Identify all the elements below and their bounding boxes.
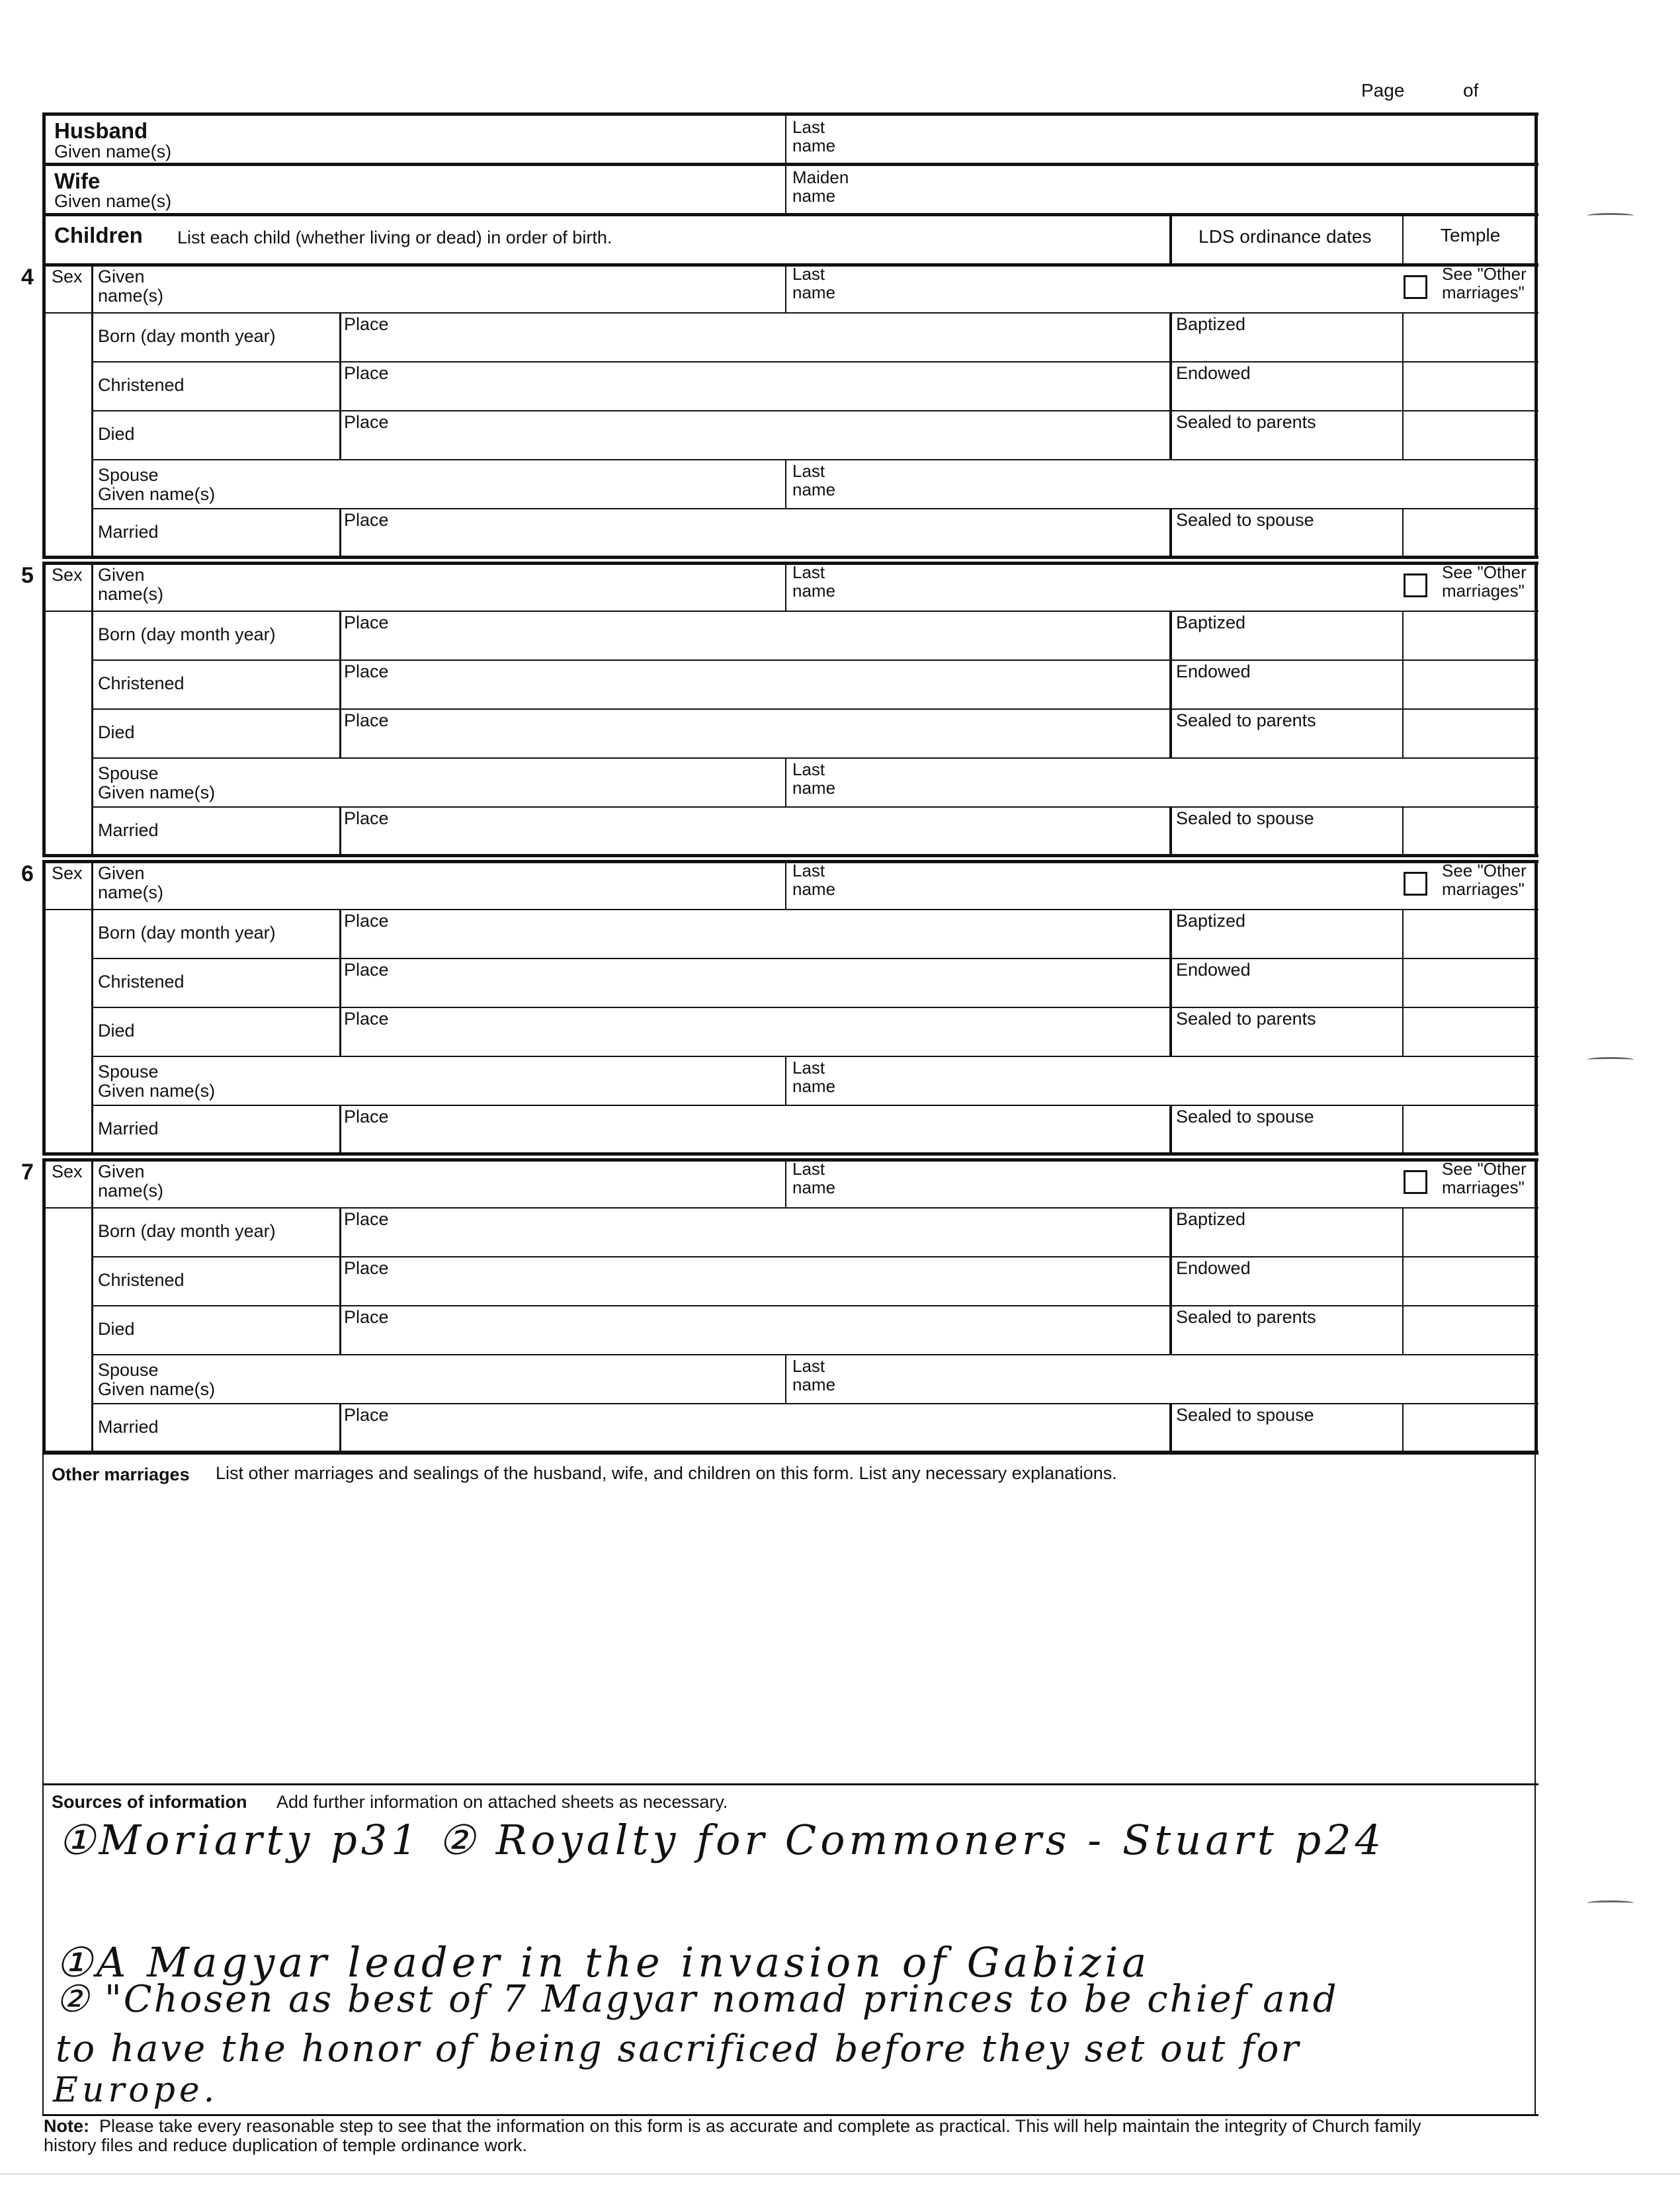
- spouse-last-name-label: Last name: [792, 759, 836, 798]
- rule: [1169, 213, 1172, 263]
- rule: [42, 556, 1538, 559]
- place-field[interactable]: [344, 385, 1164, 409]
- rule: [1169, 910, 1172, 959]
- rule: [1402, 1404, 1404, 1453]
- temple-field[interactable]: [1406, 615, 1532, 657]
- other-marriages-checkbox[interactable]: [1404, 1170, 1427, 1194]
- child-number: 4: [21, 265, 34, 290]
- sources-instruction: Add further information on attached sheets as necessary.: [276, 1792, 728, 1812]
- husband-label: Husband: [54, 118, 148, 143]
- note-text-continued: history files and reduce duplication of temple ordinance work.: [44, 2135, 527, 2155]
- husband-given-label: Given name(s): [54, 142, 172, 161]
- place-label: Place: [344, 1405, 389, 1425]
- married-label: Married: [98, 1119, 159, 1138]
- rule: [42, 213, 1538, 216]
- rule: [91, 1007, 1538, 1008]
- rule: [42, 312, 1538, 314]
- temple-field[interactable]: [1406, 913, 1532, 955]
- rule: [785, 1355, 786, 1404]
- place-field[interactable]: [344, 1031, 1164, 1054]
- rule: [42, 562, 46, 856]
- place-label: Place: [344, 911, 389, 931]
- binder-hole-mark: [1587, 1057, 1634, 1062]
- rule: [1402, 910, 1404, 959]
- rule: [339, 362, 341, 411]
- rule: [91, 508, 1538, 509]
- rule: [42, 1152, 1538, 1156]
- rule: [42, 263, 46, 558]
- died-label: Died: [98, 424, 135, 444]
- last-name-label: Last name: [792, 1159, 836, 1197]
- christened-label: Christened: [98, 972, 185, 992]
- place-field[interactable]: [344, 532, 1164, 556]
- temple-field[interactable]: [1406, 365, 1532, 407]
- rule: [42, 909, 1538, 910]
- last-name-label: Last name: [792, 562, 836, 601]
- married-label: Married: [98, 1417, 159, 1437]
- rule: [1169, 959, 1172, 1008]
- given-name-label: Given name(s): [98, 1162, 164, 1201]
- rule: [91, 1056, 1538, 1057]
- rule: [1402, 411, 1404, 460]
- rule: [91, 459, 1538, 460]
- rule: [42, 1783, 1538, 1785]
- rule: [339, 411, 341, 460]
- temple-field[interactable]: [1406, 512, 1532, 554]
- rule: [785, 759, 786, 808]
- rule: [1169, 612, 1172, 661]
- place-field[interactable]: [344, 982, 1164, 1005]
- endowed-label: Endowed: [1176, 960, 1251, 980]
- rule: [339, 1404, 341, 1453]
- spouse-last-name-label: Last name: [792, 1356, 836, 1394]
- sealed-parents-label: Sealed to parents: [1176, 1009, 1316, 1029]
- rule: [1402, 1209, 1404, 1257]
- died-label: Died: [98, 722, 135, 742]
- rule: [339, 1209, 341, 1257]
- handwritten-note-line: Europe.: [53, 2070, 219, 2110]
- place-label: Place: [344, 661, 389, 681]
- rule: [42, 854, 1538, 857]
- rule: [42, 213, 46, 263]
- rule: [42, 112, 1538, 116]
- spouse-label: Spouse Given name(s): [98, 465, 216, 504]
- temple-field[interactable]: [1406, 316, 1532, 359]
- rule: [42, 611, 1538, 612]
- rule: [1402, 1008, 1404, 1057]
- place-label: Place: [344, 960, 389, 980]
- last-name-label: Last name: [792, 861, 836, 899]
- spouse-label: Spouse Given name(s): [98, 1360, 216, 1399]
- place-field[interactable]: [344, 1329, 1164, 1353]
- rule: [91, 1105, 1538, 1106]
- sealed-parents-label: Sealed to parents: [1176, 1307, 1316, 1327]
- wife-maiden-label: Maiden name: [792, 167, 849, 206]
- page-label: Page: [1361, 80, 1405, 101]
- other-marriages-checkbox[interactable]: [1404, 872, 1427, 896]
- rule: [1169, 1257, 1172, 1306]
- rule: [1169, 1306, 1172, 1355]
- rule: [42, 1158, 1538, 1162]
- other-marriages-checkbox[interactable]: [1404, 275, 1427, 299]
- handwritten-note-line: ①A Magyar leader in the invasion of Gabizia: [56, 1938, 1151, 1986]
- place-label: Place: [344, 1258, 389, 1278]
- temple-field[interactable]: [1406, 1011, 1532, 1053]
- sex-label: Sex: [52, 1162, 83, 1181]
- temple-field[interactable]: [1406, 1211, 1532, 1254]
- see-other-marriages-label: See "Other marriages": [1442, 562, 1527, 601]
- place-field[interactable]: [344, 336, 1164, 360]
- children-instruction: List each child (whether living or dead) in order of birth.: [177, 228, 612, 247]
- rule: [1169, 362, 1172, 411]
- rule: [42, 1158, 46, 1453]
- rule: [1169, 808, 1172, 857]
- rule: [1169, 1404, 1172, 1453]
- rule: [42, 1207, 1538, 1209]
- other-marriages-title: Other marriages: [52, 1465, 190, 1484]
- rule: [1402, 959, 1404, 1008]
- place-field[interactable]: [344, 683, 1164, 707]
- rule: [339, 612, 341, 661]
- other-marriages-field[interactable]: [46, 1488, 1533, 1779]
- wife-given-label: Given name(s): [54, 191, 172, 211]
- rule: [91, 958, 1538, 959]
- lds-ordinance-label: LDS ordinance dates: [1198, 226, 1372, 247]
- born-label: Born (day month year): [98, 326, 276, 346]
- rule: [91, 659, 1538, 661]
- sealed-parents-label: Sealed to parents: [1176, 412, 1316, 432]
- rule: [339, 1008, 341, 1057]
- baptized-label: Baptized: [1176, 613, 1246, 632]
- rule: [339, 1257, 341, 1306]
- rule: [1169, 661, 1172, 710]
- temple-field[interactable]: [1406, 712, 1532, 755]
- rule: [1402, 661, 1404, 710]
- spouse-label: Spouse Given name(s): [98, 1062, 216, 1101]
- other-marriages-instruction: List other marriages and sealings of the husband, wife, and children on this form. List any necessary explanations.: [216, 1463, 1117, 1483]
- handwritten-note-line: ② "Chosen as best of 7 Magyar nomad princes to be chief and: [56, 1978, 1339, 2021]
- rule: [1169, 1008, 1172, 1057]
- born-label: Born (day month year): [98, 624, 276, 644]
- rule: [785, 1057, 786, 1106]
- christened-label: Christened: [98, 1270, 185, 1290]
- temple-field[interactable]: [1406, 1109, 1532, 1151]
- see-other-marriages-label: See "Other marriages": [1442, 861, 1527, 899]
- rule: [91, 1256, 1538, 1257]
- rule: [1402, 612, 1404, 661]
- christened-label: Christened: [98, 375, 185, 395]
- given-name-label: Given name(s): [98, 267, 164, 306]
- children-title: Children: [54, 223, 143, 247]
- rule: [339, 808, 341, 857]
- place-field[interactable]: [344, 1231, 1164, 1255]
- place-field[interactable]: [344, 830, 1164, 854]
- place-label: Place: [344, 808, 389, 828]
- spouse-last-name-label: Last name: [792, 461, 836, 499]
- rule: [1402, 314, 1404, 362]
- rule: [1169, 509, 1172, 558]
- sealed-spouse-label: Sealed to spouse: [1176, 1107, 1314, 1127]
- rule: [1169, 314, 1172, 362]
- rule: [91, 708, 1538, 710]
- rule: [339, 959, 341, 1008]
- sources-title: Sources of information: [52, 1792, 247, 1812]
- baptized-label: Baptized: [1176, 314, 1246, 334]
- rule: [42, 263, 1538, 267]
- place-label: Place: [344, 1107, 389, 1127]
- christened-label: Christened: [98, 673, 185, 693]
- rule: [42, 860, 46, 1154]
- temple-field[interactable]: [1406, 1260, 1532, 1302]
- rule: [91, 1305, 1538, 1306]
- place-label: Place: [344, 510, 389, 530]
- place-field[interactable]: [344, 434, 1164, 458]
- married-label: Married: [98, 522, 159, 542]
- rule: [1402, 509, 1404, 558]
- rule: [1169, 1106, 1172, 1155]
- place-label: Place: [344, 412, 389, 432]
- place-label: Place: [344, 1009, 389, 1029]
- rule: [1402, 1257, 1404, 1306]
- rule: [1402, 213, 1404, 263]
- place-label: Place: [344, 613, 389, 632]
- rule: [91, 361, 1538, 362]
- husband-last-label: Last name: [792, 117, 836, 155]
- rule: [785, 860, 786, 909]
- born-label: Born (day month year): [98, 923, 276, 943]
- rule: [1169, 1209, 1172, 1257]
- place-field[interactable]: [344, 1427, 1164, 1451]
- rule: [42, 860, 1538, 863]
- rule: [1402, 808, 1404, 857]
- child-number: 7: [21, 1160, 34, 1185]
- place-label: Place: [344, 1307, 389, 1327]
- rule: [1402, 1106, 1404, 1155]
- rule: [91, 806, 1538, 808]
- sex-label: Sex: [52, 267, 83, 286]
- sex-label: Sex: [52, 565, 83, 585]
- rule: [339, 1106, 341, 1155]
- died-label: Died: [98, 1319, 135, 1339]
- spouse-last-name-label: Last name: [792, 1058, 836, 1096]
- place-field[interactable]: [344, 1128, 1164, 1152]
- temple-field[interactable]: [1406, 414, 1532, 456]
- spouse-label: Spouse Given name(s): [98, 763, 216, 802]
- rule: [42, 562, 1538, 565]
- given-name-label: Given name(s): [98, 863, 164, 902]
- place-label: Place: [344, 1209, 389, 1229]
- rule: [1402, 1306, 1404, 1355]
- other-marriages-checkbox[interactable]: [1404, 574, 1427, 597]
- rule: [339, 314, 341, 362]
- rule: [42, 163, 1538, 166]
- rule: [1402, 710, 1404, 759]
- rule: [91, 1403, 1538, 1404]
- see-other-marriages-label: See "Other marriages": [1442, 264, 1527, 302]
- married-label: Married: [98, 820, 159, 840]
- place-label: Place: [344, 363, 389, 383]
- sealed-spouse-label: Sealed to spouse: [1176, 510, 1314, 530]
- handwritten-note-line: to have the honor of being sacrificed before they set out for: [56, 2027, 1301, 2070]
- child-number: 5: [21, 563, 34, 588]
- born-label: Born (day month year): [98, 1221, 276, 1241]
- endowed-label: Endowed: [1176, 661, 1251, 681]
- rule: [1169, 710, 1172, 759]
- rule: [1402, 362, 1404, 411]
- rule: [339, 910, 341, 959]
- temple-field[interactable]: [1406, 810, 1532, 853]
- note-text: Please take every reasonable step to see that the information on this form is as accurate and complete as practical. This will help maintain the integrity of Church family: [99, 2116, 1421, 2136]
- rule: [785, 562, 786, 611]
- died-label: Died: [98, 1021, 135, 1041]
- endowed-label: Endowed: [1176, 1258, 1251, 1278]
- temple-field[interactable]: [1406, 1407, 1532, 1449]
- rule: [339, 1306, 341, 1355]
- place-field[interactable]: [344, 933, 1164, 957]
- sex-label: Sex: [52, 863, 83, 883]
- see-other-marriages-label: See "Other marriages": [1442, 1159, 1527, 1197]
- rule: [1169, 411, 1172, 460]
- child-number: 6: [21, 861, 34, 886]
- handwritten-source-citation: ①Moriarty p31 ② Royalty for Commoners - Stuart p24: [58, 1816, 1386, 1864]
- baptized-label: Baptized: [1176, 1209, 1246, 1229]
- place-label: Place: [344, 710, 389, 730]
- rule: [42, 1453, 1538, 1455]
- sealed-spouse-label: Sealed to spouse: [1176, 1405, 1314, 1425]
- last-name-label: Last name: [792, 264, 836, 302]
- given-name-label: Given name(s): [98, 565, 164, 604]
- rule: [785, 460, 786, 509]
- sealed-parents-label: Sealed to parents: [1176, 710, 1316, 730]
- rule: [339, 661, 341, 710]
- sealed-spouse-label: Sealed to spouse: [1176, 808, 1314, 828]
- baptized-label: Baptized: [1176, 911, 1246, 931]
- temple-label: Temple: [1441, 225, 1501, 245]
- place-field[interactable]: [344, 1280, 1164, 1304]
- temple-field[interactable]: [1406, 962, 1532, 1004]
- rule: [785, 263, 786, 312]
- rule: [91, 1354, 1538, 1355]
- wife-label: Wife: [54, 169, 101, 193]
- rule: [339, 710, 341, 759]
- endowed-label: Endowed: [1176, 363, 1251, 383]
- rule: [339, 509, 341, 558]
- rule: [91, 757, 1538, 759]
- rule: [1534, 213, 1538, 263]
- temple-field[interactable]: [1406, 663, 1532, 706]
- of-label: of: [1463, 80, 1479, 101]
- place-field[interactable]: [344, 732, 1164, 756]
- place-label: Place: [344, 314, 389, 334]
- binder-hole-mark: [1587, 213, 1634, 218]
- note-label: Note:: [44, 2116, 89, 2136]
- rule: [785, 1158, 786, 1207]
- rule: [91, 410, 1538, 411]
- temple-field[interactable]: [1406, 1309, 1532, 1351]
- place-field[interactable]: [344, 634, 1164, 658]
- binder-hole-mark: [1587, 1900, 1634, 1906]
